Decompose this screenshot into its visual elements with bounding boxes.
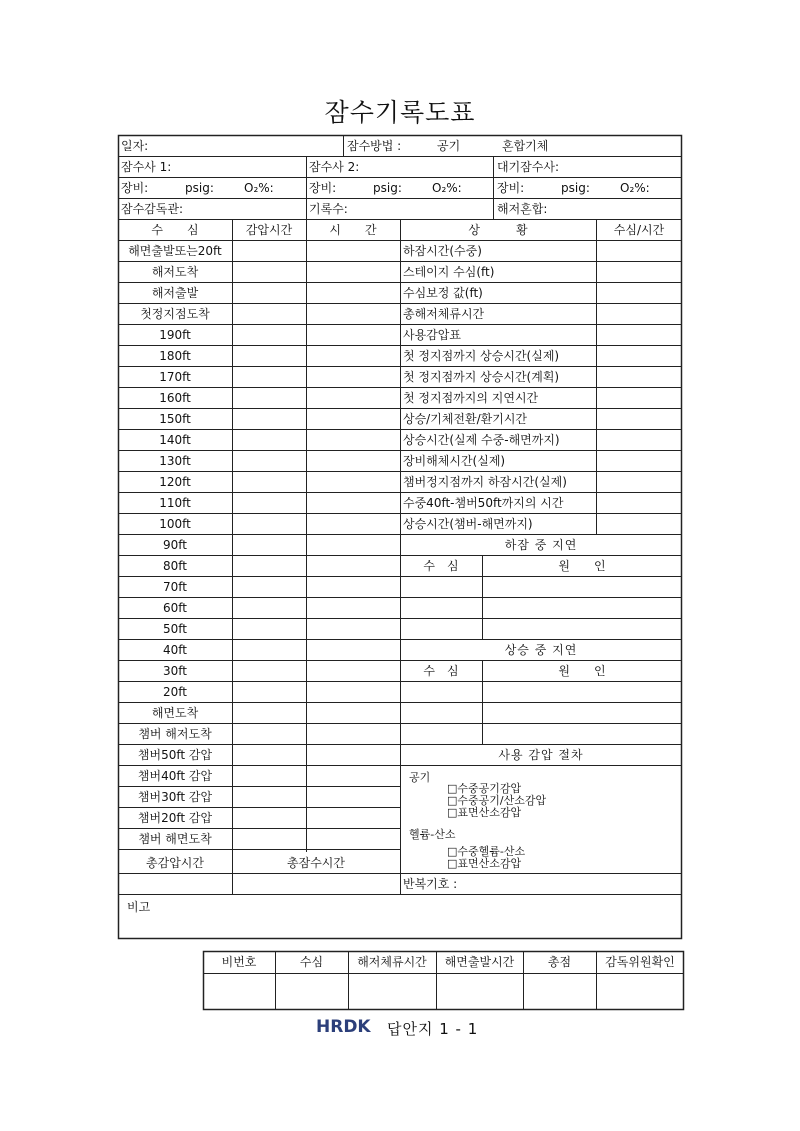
status-row-label: 총해저체류시간 xyxy=(403,307,485,321)
depth-row-label: 130ft xyxy=(159,454,191,468)
ascent-delay-depth: 수 심 xyxy=(423,664,459,678)
footer-label: 답안지 1 - 1 xyxy=(387,1020,479,1038)
standby-label: 대기잠수사: xyxy=(497,160,560,174)
descent-delay-depth: 수 심 xyxy=(423,559,459,573)
depth-row-label: 챔버30ft 감압 xyxy=(137,790,213,804)
descent-delay-cause: 원 인 xyxy=(558,559,606,573)
procedure-heo2-opt-2[interactable]: □표면산소감압 xyxy=(447,857,522,870)
status-row-label: 사용감압표 xyxy=(403,328,461,342)
depth-row-label: 챔버 해저도착 xyxy=(138,727,212,741)
depth-row-label: 40ft xyxy=(163,643,187,657)
method-label: 잠수방법 : xyxy=(347,139,402,153)
depth-row-label: 30ft xyxy=(163,664,187,678)
depth-row-label: 챔버50ft 감압 xyxy=(137,748,213,762)
status-row-label: 하잠시간(수중) xyxy=(403,244,482,258)
equip3-o2: O₂%: xyxy=(620,181,650,195)
score-header-cell: 비번호 xyxy=(221,955,257,969)
depth-row-label: 120ft xyxy=(159,475,191,489)
col-depth: 수 심 xyxy=(151,223,199,237)
depth-row-label: 140ft xyxy=(159,433,191,447)
status-row-label: 장비해체시간(실제) xyxy=(403,454,506,468)
depth-row-label: 해저출발 xyxy=(151,286,199,300)
procedure-air: 공기 xyxy=(409,771,431,784)
status-row-label: 첫 정지점까지 상승시간(계획) xyxy=(403,370,560,384)
diver2-label: 잠수사 2: xyxy=(309,160,360,174)
depth-row-label: 80ft xyxy=(163,559,187,573)
depth-row-label: 190ft xyxy=(159,328,191,342)
depth-row-label: 해면도착 xyxy=(151,706,199,720)
score-header-cell: 감독위원확인 xyxy=(605,955,675,969)
score-header-cell: 해저체류시간 xyxy=(357,955,427,969)
descent-delay-title: 하잠 중 지연 xyxy=(504,538,578,552)
recorder-label: 기록수: xyxy=(309,202,348,216)
seabed-label: 해저혼합: xyxy=(497,202,548,216)
depth-row-label: 150ft xyxy=(159,412,191,426)
equip1-psig: psig: xyxy=(185,181,214,195)
depth-row-label: 첫정지점도착 xyxy=(140,307,210,321)
procedure-air-opt-2[interactable]: □수중공기/산소감압 xyxy=(447,794,547,807)
status-row-label: 상승시간(챔버-해면까지) xyxy=(403,517,533,531)
depth-row-label: 170ft xyxy=(159,370,191,384)
col-decomp: 감압시간 xyxy=(245,223,293,237)
equip3-label: 장비: xyxy=(497,181,525,195)
status-row-label: 첫 정지점까지 상승시간(실제) xyxy=(403,349,560,363)
depth-row-label: 50ft xyxy=(163,622,187,636)
score-header-cell: 해면출발시간 xyxy=(444,955,515,969)
date-label: 일자: xyxy=(121,139,149,153)
procedure-heo2: 헬륨-산소 xyxy=(409,828,456,841)
total-dive-label: 총잠수시간 xyxy=(287,856,345,870)
equip1-o2: O₂%: xyxy=(244,181,274,195)
col-time: 시 간 xyxy=(329,223,377,237)
equip1-label: 장비: xyxy=(121,181,149,195)
status-row-label: 첫 정지점까지의 지연시간 xyxy=(403,391,539,405)
depth-row-label: 60ft xyxy=(163,601,187,615)
equip2-psig: psig: xyxy=(373,181,402,195)
diver1-label: 잠수사 1: xyxy=(121,160,172,174)
procedure-air-opt-3[interactable]: □표면산소감압 xyxy=(447,806,522,819)
depth-row-label: 챔버20ft 감압 xyxy=(137,811,213,825)
score-header-cell: 총점 xyxy=(547,955,572,969)
depth-row-label: 70ft xyxy=(163,580,187,594)
procedure-title: 사용 감압 절차 xyxy=(498,748,584,762)
depth-row-label: 180ft xyxy=(159,349,191,363)
ascent-delay-title: 상승 중 지연 xyxy=(504,643,578,657)
status-row-label: 수심보정 값(ft) xyxy=(403,286,483,300)
remarks-label: 비고 xyxy=(127,900,151,914)
total-decomp-label: 총감압시간 xyxy=(146,856,204,870)
depth-row-label: 90ft xyxy=(163,538,187,552)
depth-row-label: 110ft xyxy=(159,496,191,510)
depth-row-label: 해면출발또는20ft xyxy=(128,244,222,258)
col-status: 상 황 xyxy=(468,223,528,237)
ascent-delay-cause: 원 인 xyxy=(558,664,606,678)
procedure-air-opt-1[interactable]: □수중공기감압 xyxy=(447,782,522,795)
status-row-label: 상승/기체전환/환기시간 xyxy=(403,412,528,426)
repeat-label: 반복기호 : xyxy=(403,877,458,891)
status-row-label: 상승시간(실제 수중-해면까지) xyxy=(403,433,560,447)
score-header-cell: 수심 xyxy=(299,955,324,969)
depth-row-label: 해저도착 xyxy=(151,265,199,279)
page-title: 잠수기록도표 xyxy=(324,98,476,127)
depth-row-label: 20ft xyxy=(163,685,187,699)
status-row-label: 수중40ft-챔버50ft까지의 시간 xyxy=(403,496,564,510)
hrdk-logo: HRDK xyxy=(316,1017,371,1037)
depth-row-label: 100ft xyxy=(159,517,191,531)
supervisor-label: 잠수감독관: xyxy=(121,202,184,216)
status-row-label: 스테이지 수심(ft) xyxy=(403,265,495,279)
method-mixed: 혼합기체 xyxy=(502,139,549,153)
col-depth-time: 수심/시간 xyxy=(613,223,665,237)
method-air: 공기 xyxy=(437,139,461,153)
equip3-psig: psig: xyxy=(561,181,590,195)
depth-row-label: 챔버 해면도착 xyxy=(138,832,212,846)
depth-row-label: 160ft xyxy=(159,391,191,405)
equip2-label: 장비: xyxy=(309,181,337,195)
procedure-heo2-opt-1[interactable]: □수중헬륨-산소 xyxy=(447,845,526,858)
status-row-label: 챔버정지점까지 하잠시간(실제) xyxy=(403,475,567,489)
equip2-o2: O₂%: xyxy=(432,181,462,195)
depth-row-label: 챔버40ft 감압 xyxy=(137,769,213,783)
